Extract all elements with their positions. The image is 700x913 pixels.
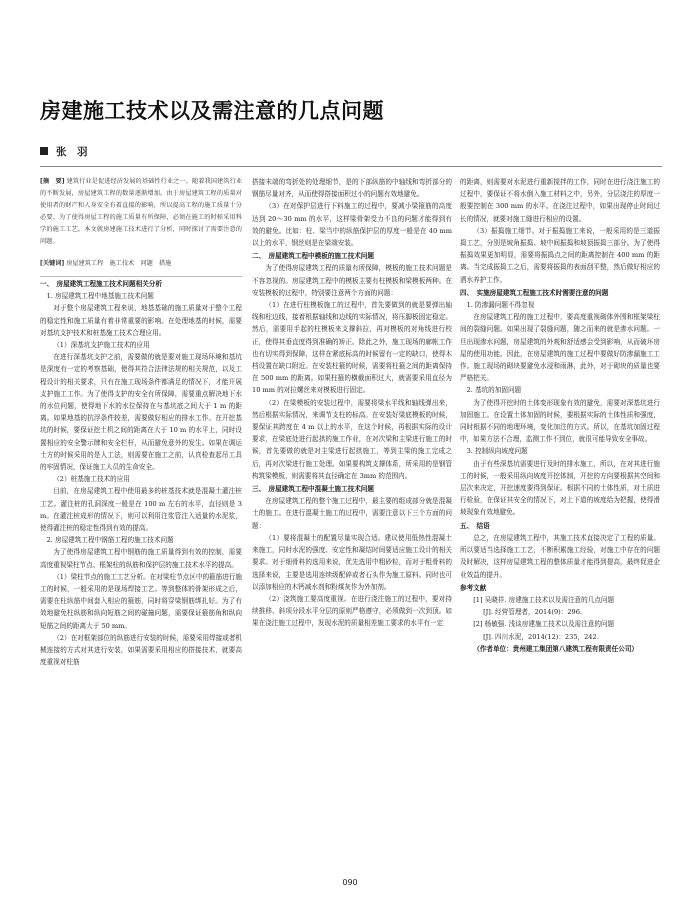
square-bullet-icon — [40, 147, 48, 155]
reference-item: [2] 杨敏强. 浅谈房建施工技术以及需注意的问题 — [473, 620, 615, 629]
paragraph: 对于整个房屋建筑工程来说，地基基础的施工质量对于整个工程的稳定性和施工质量有着非常重要的影响。在处理地基的时候，需要对基坑支护技术和桩基施工技术合理应用。 — [40, 304, 242, 337]
column-3 — [460, 176, 660, 655]
section-heading: 五、 结语 — [460, 521, 490, 530]
paragraph: （2）在梁模板的安装过程中，需要将梁水平线和轴线弹出来，然后根据实际情况，来调节支柱的标高。在安装好梁底模板的时候，要保证其跨度在 4 m 以上的水平，在这个时候，再根据实际的设计要求，在梁底处进行起拱的施工作业，在对次梁和主梁进行施工的时候，首先要做的就是对主梁进行起拱施工，等到主梁的施工完成之后，再对次梁进行施工处理。如果要构筑支撑体系，所采用的是钢管构筑梁模板，则需要将其直径确定在 3mm 的范围内。 — [252, 398, 452, 480]
keywords-text: 房屋建筑工程 施工技术 问题 措施 — [66, 260, 172, 267]
section-heading: 一、 房屋建筑工程施工技术问题相关分析 — [40, 280, 162, 288]
paragraph: 目前，在房屋建筑工程中使用最多的桩基技术就是混凝土灌注桩工艺。灌注桩的孔洞深度一般是在 100 m 左右的水平，直径则是 3 m。在灌注桩成形的情况下，则可以利用注浆管注入适量的水泥浆，使得灌注桩的稳定性得到有效的提高。 — [40, 487, 242, 533]
subsection-heading: 1. 房屋建筑工程中地基施工技术问题 — [46, 292, 154, 301]
author-line — [40, 144, 88, 159]
paragraph: 为了使得房屋建筑工程的质量有所保障，模板的施工技术问题是不容忽视的。房屋建筑工程中的模板主要有柱模板和梁模板两种。在安装模板的过程中，特别要注意两个方面的问题： — [252, 264, 452, 297]
subsection-heading: 2. 基坑的加固问题 — [466, 386, 522, 395]
paragraph: 在房屋建筑工程的施工过程中，要高度重视砌体外围和框架梁柱间的裂缝问题。如果出现了裂缝问题，随之而来的就是渗水问题。一旦出现渗水问题，房屋建筑的外观和舒适感会受到影响，从而破坏房屋的使用功能。因此，在房屋建筑的施工过程中要做好防渗漏施工工作。施工现场的砌块要避免水浸和雨淋，此外，对于砌块的质量也要严格把关。 — [460, 313, 660, 383]
abstract — [40, 176, 242, 248]
page-number: 090 — [342, 878, 358, 887]
references-heading: 参考文献 — [460, 583, 487, 592]
abstract-label: [摘 要] — [40, 178, 65, 185]
column-1 — [40, 176, 242, 669]
section-heading: 二、 房屋建筑工程中模板的施工技术问题 — [252, 252, 374, 261]
paragraph: （2）在对框架部位的纵筋进行安装的时候，需要采用焊接或者机械连接的方式对其进行安装，如果需要采用相应的搭接技术，就要高度重视对柱筋 — [40, 633, 243, 667]
column-2 — [252, 176, 452, 630]
paragraph: 总之，在房屋建筑工程中，其施工技术直接决定了工程的质量。所以要适当选择施工工艺，不断积累施工经验，对施工中存在的问题及时解决，这样房屋建筑工程的整体质量才能得到提高，最终促进企业效益的提升。 — [460, 533, 660, 579]
paragraph: （2）浇筑施工要高度重视。在进行浇注施工的过程中，要对持续推移、斜项分段水平分层的原则严格遵守，必须做到一次到顶。如果在浇注施工过程中，发现水泥的质量相差施工要求的水平有一定 — [252, 594, 452, 628]
section-heading: 三、 房屋建筑工程中混凝土施工技术问题 — [252, 485, 374, 494]
paragraph: 的距离，则需要对水泥进行重新搅拌的工作，同时在进行浇注施工的过程中，要保证不将水倒入施工材料之中，另外，分层浇注的厚度一般要控制在 300 mm 的水平。在浇注过程中，如果出现停止时间过长的情况，就要对施工缝进行相应的设置。 — [460, 178, 660, 223]
section-heading: 四、 实施房屋建筑工程施工技术时需要注意的问题 — [460, 288, 609, 297]
paragraph: 搭接末端的弯折处的处理细节，是的下部纵筋的中轴线和弯折部分的钢筋尽量对齐，从而使得搭接面积过小的问题有效地避免。 — [252, 178, 452, 199]
paragraph: （1）深基坑支护施工技术的应用 — [53, 341, 150, 350]
paragraph: 为了使得房屋建筑工程中钢筋的施工质量得到有效的控制，需要高度重视梁柱节点、框架柱的纵筋和保护层的施工技术水平的提高。 — [40, 548, 242, 569]
paragraph: （1）在进行柱模板施工的过程中，首先要做到的就是要弹出轴线和柱边线，接着根据轴线和边线的实际情况，将压脚板固定稳定。然后，需要用手起的柱模板来支撑斜拉，再对模板的对角线进行校正，使得其垂直度得到准确的矫正。除此之外，施工现场的廊帐工作也有切实得到保障，这样在紧底标高的时候留有一定的缺口，使得木档设置在缺口附近。在安装柱箍的时候，需要将柱箍之间的距离保持在 500 mm 的距离。如果柱箍的横截面积过大，就需要采用直径为 10 mm 的对拉螺丝来对模板进行固定。 — [252, 301, 452, 395]
subsection-heading: 1. 防渗漏问题不得忽视 — [466, 301, 535, 310]
paragraph: 为了使得开挖时的土体变形现象有效的避免，需要对深基坑进行加固施工。在设置土体加固的时候，要根据实际的土体性质和强度，同时根据不同的地理环境，变化加注的方式。所以，在基坑加固过程中，如果方法不合理，监测工作不到位，就很可能导致安全事故。 — [460, 398, 660, 444]
paragraph: （1）梁柱节点的施工工艺分析。在对梁柱节点区中的箍筋进行施工的时候，一般采用的是现场焊接工艺。等到整体的骨架形成之后，需要在柱纵筋中间套入相应的箍筋，同时将穿梁钢筋绑扎好。为了有效地避免柱纵筋和纵向短筋之间的碰撞问题，需要保证箍筋角和纵向短筋之间的距离大于 50 mm。 — [40, 572, 243, 630]
keywords — [40, 258, 242, 277]
article-title: 房建施工技术以及需注意的几点问题 — [40, 99, 384, 123]
header-divider — [40, 166, 662, 167]
paragraph: （3）在对保护层进行下料施工的过程中，要减小梁箍筋的高度达到 20～30 mm 的水平，这样梁骨架受力不良的问题才能得到有效的避免。比如：柱、梁当中的纵筋保护层的厚度一般是在 40 mm 以上的水平，钢丝则是在梁端安装。 — [252, 202, 452, 248]
subsection-heading: 2. 房屋建筑工程中钢筋工程的施工技术问题 — [46, 536, 174, 545]
paragraph: （3）振捣施工细节。对于振捣施工来说，一般采用的是三道振捣工艺，分别是坡角振捣、坡中间振捣和坡顶振捣三部分。为了使得振捣效果更加明显，需要将振捣点之间的距离控制在 400 mm 的距离。当完成振捣工之后，需要将振捣的表面刮平整，然后做好相应的洒水养护工作。 — [460, 226, 660, 284]
paragraph: 在房屋建筑工程的整个施工过程中，最主要的组成部分就是混凝土的施工。在进行混凝土施工的过程中，需要注意以下三个方面的问题： — [252, 497, 452, 530]
reference-item-cont: [J]. 四川水泥，2014(12)：235，242. — [483, 632, 599, 641]
abstract-text: 建筑行业是促进经济发展的基础性行业之一。随着我国建筑行业的不断发展，房屋建筑工程的数量逐渐增加。由于房屋建筑工程的质量对使用者的财产和人身安全有着直接的影响，所以提高工程的施工质量十分必要。为了使得房屋工程的施工质量有所保障，必须在施工的时候采用科学的施工工艺。本文就房建施工技术进行了分析，同时探讨了需要注意的问题。 — [40, 178, 243, 245]
paragraph: （2）桩基施工技术的应用 — [53, 475, 130, 484]
paragraph: 由于有些深基坑需要进行及时的排水施工，所以，在对其进行施工的时候，一般采用纵向坡度开挖体制，开挖的方向要根据其空间和层次来决定，开挖速度要得到保证。根据不同的土体性质，对土质进行检验，在保证其安全的情况下，对上下道的坡度给为把握，使得滑坡现象有效地避免。 — [460, 459, 660, 517]
paragraph: 在进行深基坑支护之前，需要做的就是要对施工现场环境和基坑是深度有一定的考察基础，使得其符合法律法规的相关规范，以及工程设计的相关要求，只有在施工现场条件都满足的情况下，才能开展支护施工工作。为了使得支护的安全有所保障，需要重点解决地下水的水位问题，使得地下水的水位保持在与基坑底之间大于 1 m 的距离。如果地基的抗浮条件较差，需要做好相应的排水工作。在开挖基坑的时候，要保证挖土机之间的距离在大于 10 m 的水平上，同时设置相应的安全警示牌和安全栏杆，从而避免意外的发生。如果在调运土方的时候采用的是人工法，则需要在施工之前，认真检查起吊工具的牢固情况，保证施工人员的生命安全。 — [40, 353, 242, 472]
author-affiliation: （作者单位：贵州建工集团第八建筑工程有限责任公司） — [473, 644, 639, 653]
keywords-label: [关键词] — [40, 260, 65, 267]
author-name: 张 羽 — [56, 146, 88, 158]
paragraph: （1）要将混凝土的配置尽量实现合适。建议使用低热性混凝土来施工，同时水泥的强度、安定性和凝结时间要适应施工设计的相关要求。对于细骨料的选用来说，优先选用中粗砂粒，而对于粗骨料的选择来说，主要是选用连续级配碎或者石头作为施工原料。同时也可以添加相应的木钙减水剂和粉煤灰作为外加剂。 — [252, 533, 452, 591]
reference-item: [1] 吴晓祥. 房建施工技术以及需注意的几点问题 — [473, 595, 615, 604]
subsection-heading: 3. 控制纵向坡度问题 — [466, 447, 528, 456]
reference-item-cont: [J]. 经营管理者，2014(9)：296. — [483, 608, 583, 617]
